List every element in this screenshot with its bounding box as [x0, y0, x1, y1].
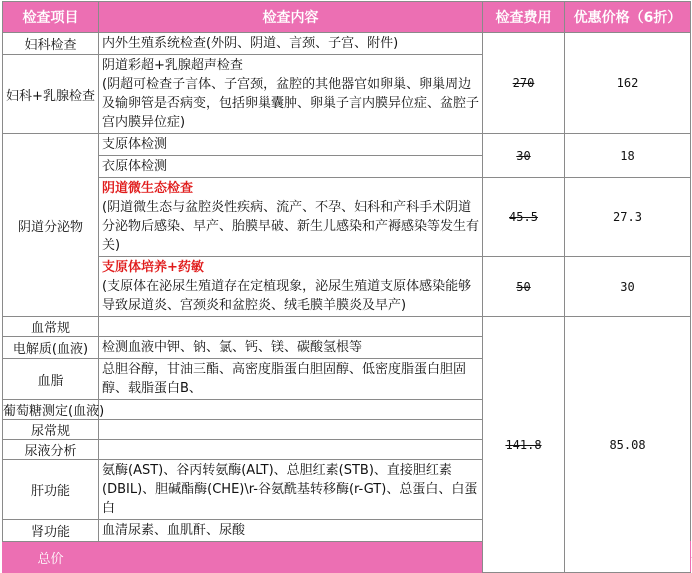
header-item: 检查项目: [3, 2, 99, 33]
header-price: 检查费用: [483, 2, 565, 33]
content-chlamydia: 衣原体检测: [99, 156, 483, 178]
item-urine-routine: 尿常规: [3, 420, 99, 440]
discount-vaginal-c: 30: [565, 257, 691, 317]
content-lipid: 总胆谷醇，甘油三酯、高密度脂蛋白胆固醇、低密度脂蛋白胆固醇、载脂蛋白B、: [99, 359, 483, 400]
item-glucose: 葡萄糖测定(血液): [3, 400, 99, 420]
discount-vaginal-a: 18: [565, 134, 691, 178]
content-mycoplasma: 支原体检测: [99, 134, 483, 156]
item-kidney: 肾功能: [3, 520, 99, 542]
item-vaginal: 阴道分泌物: [3, 134, 99, 317]
table-row: [3, 317, 691, 337]
content-glucose: [99, 400, 483, 420]
content-microecology: [99, 178, 483, 257]
item-urine-analysis: 尿液分析: [3, 440, 99, 460]
content-electrolyte: 检测血液中钾、钠、氯、钙、镁、碳酸氢根等: [99, 337, 483, 359]
content-urine-routine: [99, 420, 483, 440]
header-content: 检查内容: [99, 2, 483, 33]
price-vaginal-c: 50: [483, 257, 565, 317]
discount-group1: 162: [565, 33, 691, 134]
price-table: [2, 1, 691, 573]
price-vaginal-b: 45.5: [483, 178, 565, 257]
item-blood-routine: 血常规: [3, 317, 99, 337]
table-row: [3, 134, 691, 156]
content-blood-routine: [99, 317, 483, 337]
item-lipid: 血脂: [3, 359, 99, 400]
culture-desc: (支原体在泌尿生殖道存在定植现象，泌尿生殖道支原体感染能够导致尿道炎、宫颈炎和盆腔炎、绒毛膜羊膜炎及早产): [102, 279, 472, 313]
microecology-title: 阴道微生态检查: [102, 181, 194, 196]
discount-vaginal-b: 27.3: [565, 178, 691, 257]
price-vaginal-a: 30: [483, 134, 565, 178]
content-urine-analysis: [99, 440, 483, 460]
header-discount: 优惠价格（6折）: [565, 2, 691, 33]
content-breast: 阴道彩超+乳腺超声检查 (阴超可检查子言体、子宫颈，盆腔的其他器官如卵巢、卵巢周边及输卵管是否病变，包括卵巢囊肿、卵巢子言内膜异位症、盆腔子宫内膜异位症): [99, 55, 483, 134]
total-spacer: [99, 542, 483, 573]
table-row: [3, 257, 691, 317]
content-kidney: 血清尿素、血肌酐、尿酸: [99, 520, 483, 542]
table-row: [3, 33, 691, 55]
culture-title: 支原体培养+药敏: [102, 260, 204, 275]
content-culture: [99, 257, 483, 317]
item-breast: 妇科+乳腺检查: [3, 55, 99, 134]
microecology-desc: (阴道微生态与盆腔炎性疾病、流产、不孕、妇科和产科手术阴道分泌物后感染、早产、胎膜早破、新生儿感染和产褥感染等发生有关): [102, 200, 480, 253]
total-label: 总价: [3, 542, 99, 573]
discount-group3: 85.08: [565, 317, 691, 573]
content-gyn-exam: 内外生殖系统检查(外阴、阴道、言颈、子宫、附件): [99, 33, 483, 55]
item-liver: 肝功能: [3, 460, 99, 520]
item-gyn-exam: 妇科检查: [3, 33, 99, 55]
header-row: [3, 2, 691, 33]
item-electrolyte: 电解质(血液): [3, 337, 99, 359]
price-group3: 141.8: [483, 317, 565, 573]
table-row: [3, 178, 691, 257]
price-group1: 270: [483, 33, 565, 134]
content-liver: 氨酶(AST)、谷丙转氨酶(ALT)、总胆红素(STB)、直接胆红素(DBIL)、胆碱酯酶(CHE)\r-谷氨酰基转移酶(r-GT)、总蛋白、白蛋白: [99, 460, 483, 520]
